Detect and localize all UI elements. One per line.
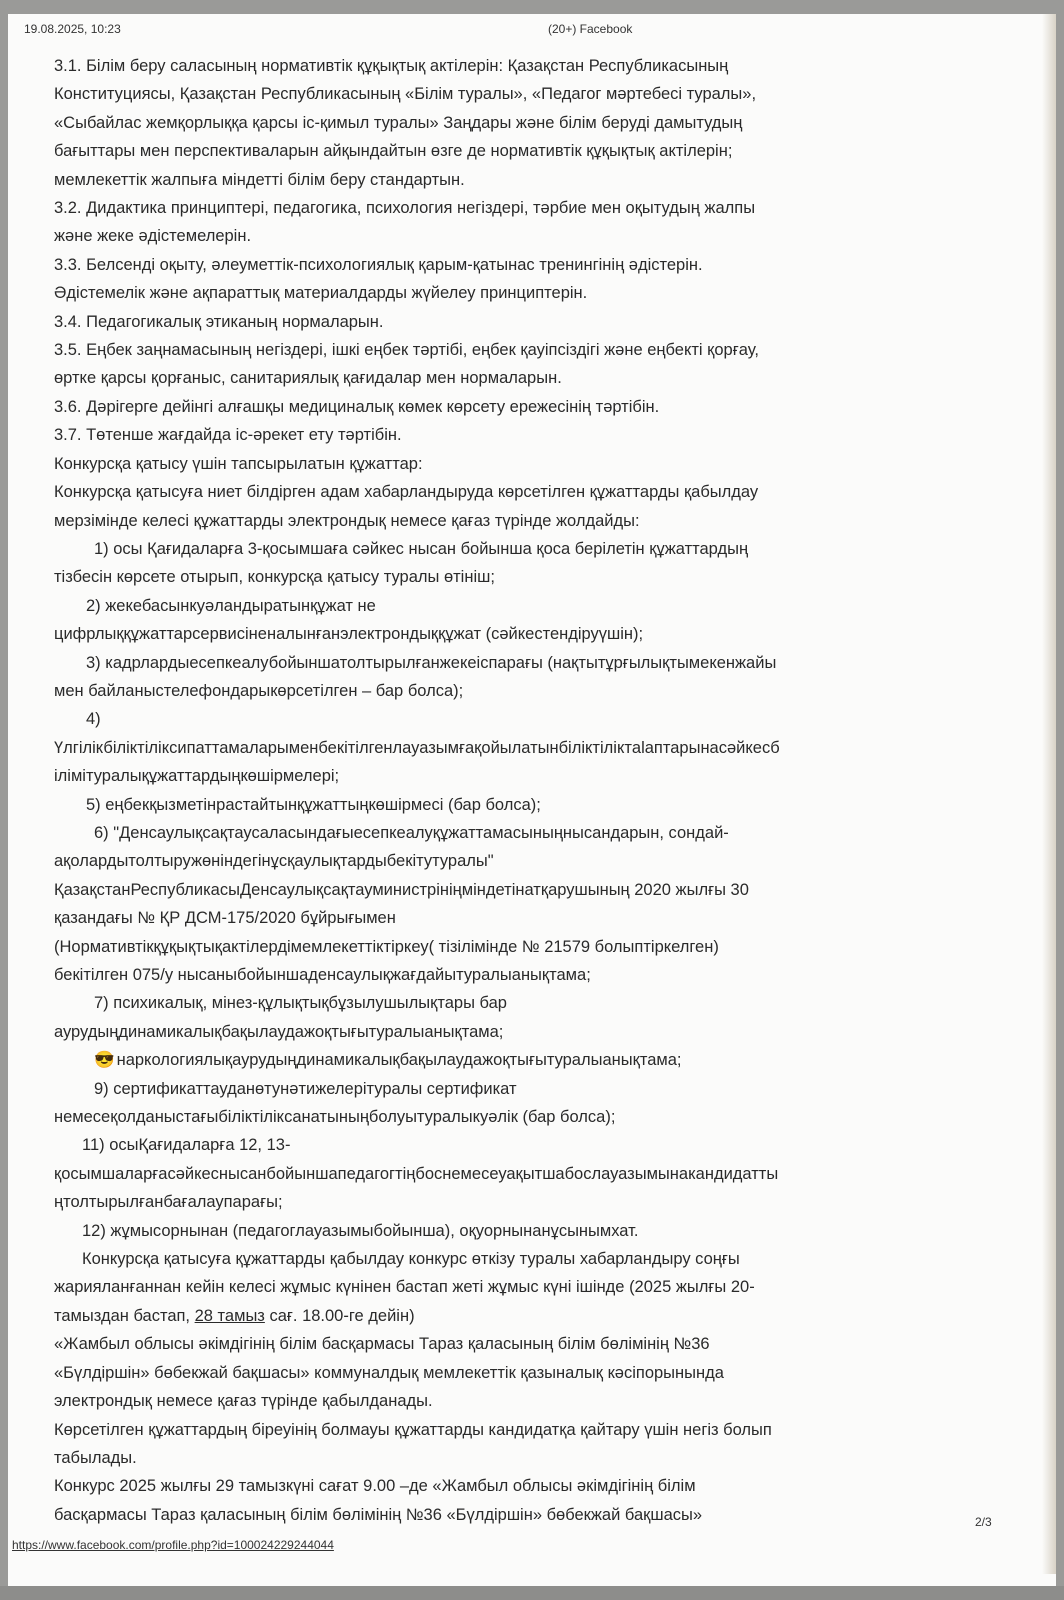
print-page-title: (20+) Facebook	[548, 22, 633, 36]
text-line: ақолардытолтыружөніндегінұсқаулықтардыбекітутуралы"	[54, 852, 494, 871]
text-line: 3.7. Төтенше жағдайда іс-әрекет ету тәртібін.	[54, 426, 402, 445]
text-line: бекітілген 075/у нысаныбойыншаденсаулықжағдайытуралыанықтама;	[54, 966, 591, 984]
scan-bottom-band	[0, 1586, 1064, 1600]
list-item-3: 3) кадрлардыесепкеалубойыншатолтырылғанжекеіспарағы (нақтытұрғылықтымекенжайы	[86, 653, 777, 672]
list-item-8	[54, 1046, 954, 1074]
text-line: Конкурсқа қатысу үшін тапсырылатын құжаттар:	[54, 454, 423, 473]
text-line: Көрсетілген құжаттардың біреуінің болмауы құжаттарды кандидатқа қайтару үшін негіз болып	[54, 1420, 772, 1439]
text-line: «Сыбайлас жемқорлыққа қарсы іс-қимыл туралы» Заңдары және білім беруді дамытудың	[54, 113, 743, 132]
text-line: 3.1. Білім беру саласының нормативтік құқықтық актілерін: Қазақстан Республикасының	[54, 57, 729, 75]
text-line: (Нормативтікқұқықтықактілердімемлекеттіктіркеу( тізілімінде № 21579 болыптіркелген)	[54, 937, 719, 956]
list-item-12: 12) жұмысорнынан (педагоглауазымыбойынша), оқуорнынанұсынымхат.	[82, 1221, 639, 1240]
text-line: Конкурсқа қатысуға ниет білдірген адам хабарландыруда көрсетілген құжаттарды қабылдау	[54, 483, 759, 502]
deadline-date: 28 тамыз	[194, 1306, 265, 1325]
text-line: немесеқолданыстағыбіліктіліксанатыныңболуытуралыкуәлік (бар болса);	[54, 1108, 616, 1127]
text-line: Конституциясы, Қазақстан Республикасының «Білім туралы», «Педагог мәртебесі туралы»,	[54, 85, 757, 104]
text-line: «Бүлдіршін» бөбекжай бақшасы» коммуналдық мемлекеттік қазыналық кәсіпорынында	[54, 1363, 724, 1382]
text-line: ңтолтырылғанбағалаупарағы;	[54, 1193, 283, 1212]
text-line: бағыттары мен перспективаларын айқындайтын өзге де нормативтік құқықтық актілерін;	[54, 142, 733, 161]
text-line: ҚазақстанРеспубликасыДенсаулықсақтауминистрініңміндетінатқарушының 2020 жылғы 30	[54, 880, 749, 899]
text-line: ілімітуралықұжаттардыңкөшірмелері;	[54, 767, 340, 786]
text-line: 3.4. Педагогикалық этиканың нормаларын.	[54, 312, 384, 331]
text-line: «Жамбыл облысы әкімдігінің білім басқармасы Тараз қаласының білім бөлімінің №36	[54, 1335, 710, 1354]
text-line: электрондық немесе қағаз түрінде қабылданады.	[54, 1392, 433, 1411]
text-line: қосымшаларғасәйкеснысанбойыншапедагогтіңбоснемесеуақытшабослауазымынакандидатты	[54, 1164, 779, 1183]
text-line: наркологиялықаурудыңдинамикалықбақылаудажоқтығытуралыанықтама;	[116, 1051, 682, 1070]
list-item-6: 6) "Денсаулықсақтаусаласындағыесепкеалуқұжаттамасыныңнысандарын, сондай-	[94, 823, 729, 842]
text-line: тізбесін көрсете отырып, конкурсқа қатысу туралы өтініш;	[54, 568, 495, 587]
text-line: 3.6. Дәрігерге дейінгі алғашқы медициналық көмек көрсету ережесінің тәртібін.	[54, 397, 660, 416]
list-item-7: 7) психикалық, мінез-құлықтықбұзылушылықтары бар	[94, 994, 507, 1013]
text-line: 3.3. Белсенді оқыту, әлеуметтік-психологиялық қарым-қатынас тренингінің әдістерін.	[54, 255, 703, 274]
text-line: Конкурсқа қатысуға құжаттарды қабылдау конкурс өткізу туралы хабарландыру соңғы	[82, 1250, 740, 1269]
text-line: цифрлыққұжаттарсервисіненалынғанэлектрондыққұжат (сәйкестендіруүшін);	[54, 625, 644, 644]
list-item-9: 9) сертификаттауданөтунәтижелерітуралы сертификат	[94, 1079, 517, 1098]
text-line: табылады.	[54, 1448, 137, 1467]
page-edge-shadow	[1042, 14, 1056, 1574]
text-line: басқармасы Тараз қаласының білім бөлімінің №36 «Бүлдіршін» бөбекжай бақшасы»	[54, 1505, 703, 1524]
text-line: тамыздан бастап, 28 тамыз сағ. 18.00-ге дейін)	[54, 1306, 415, 1325]
text-line: Конкурс 2025 жылғы 29 тамызкүні сағат 9.00 –де «Жамбыл облысы әкімдігінің білім	[54, 1477, 696, 1496]
page-number: 2/3	[975, 1515, 992, 1529]
list-item-11: 11) осыҚағидаларға 12, 13-	[82, 1136, 291, 1155]
list-item-2: 2) жекебасынкуәландыратынқұжат не	[86, 596, 376, 615]
text-line: 3.5. Еңбек заңнамасының негіздері, ішкі еңбек тәртібі, еңбек қауіпсіздігі және еңбекті қорғау,	[54, 341, 759, 360]
print-datetime: 19.08.2025, 10:23	[24, 22, 121, 36]
text-line: Үлгілікбіліктіліксипаттамаларыменбекітілгенлауазымғақойылатынбіліктіліктalaптарынасәйкесб	[54, 738, 780, 757]
text-line: және жеке әдістемелерін.	[54, 227, 252, 246]
text-line: мерзімінде келесі құжаттарды электрондық немесе қағаз түрінде жолдайды:	[54, 511, 640, 530]
text-line: аурудыңдинамикалықбақылаудажоқтығытуралыанықтама;	[54, 1022, 504, 1041]
list-item-5: 5) еңбекқызметінрастайтынқұжаттыңкөшірмесі (бар болса);	[86, 795, 541, 814]
sunglasses-emoji-icon: 😎	[94, 1051, 115, 1070]
text-line: жарияланғаннан кейін келесі жұмыс күнінен бастап жеті жұмыс күні ішінде (2025 жылғы 20-	[54, 1278, 755, 1297]
list-item-4: 4)	[86, 710, 101, 729]
text-line: мен байланыстелефондарыкөрсетілген – бар болса);	[54, 681, 464, 700]
text-line: 3.2. Дидактика принциптері, педагогика, психология негіздері, тәрбие мен оқытудың жалпы	[54, 199, 756, 218]
source-url-link[interactable]: https://www.facebook.com/profile.php?id=100024229244044	[12, 1538, 334, 1552]
text-line: Әдістемелік және ақпараттық материалдарды жүйелеу принциптерін.	[54, 284, 588, 303]
list-item-1: 1) осы Қағидаларға 3-қосымшаға сәйкес нысан бойынша қоса берілетін құжаттардың	[94, 539, 749, 558]
text-line: мемлекеттік жалпыға міндетті білім беру стандартын.	[54, 170, 465, 189]
document-body	[54, 52, 954, 1529]
text-line: қазандағы № ҚР ДСМ-175/2020 бұйрығымен	[54, 909, 396, 928]
text-line: өртке қарсы қорғаныс, санитариялық қағидалар мен нормаларын.	[54, 369, 562, 388]
